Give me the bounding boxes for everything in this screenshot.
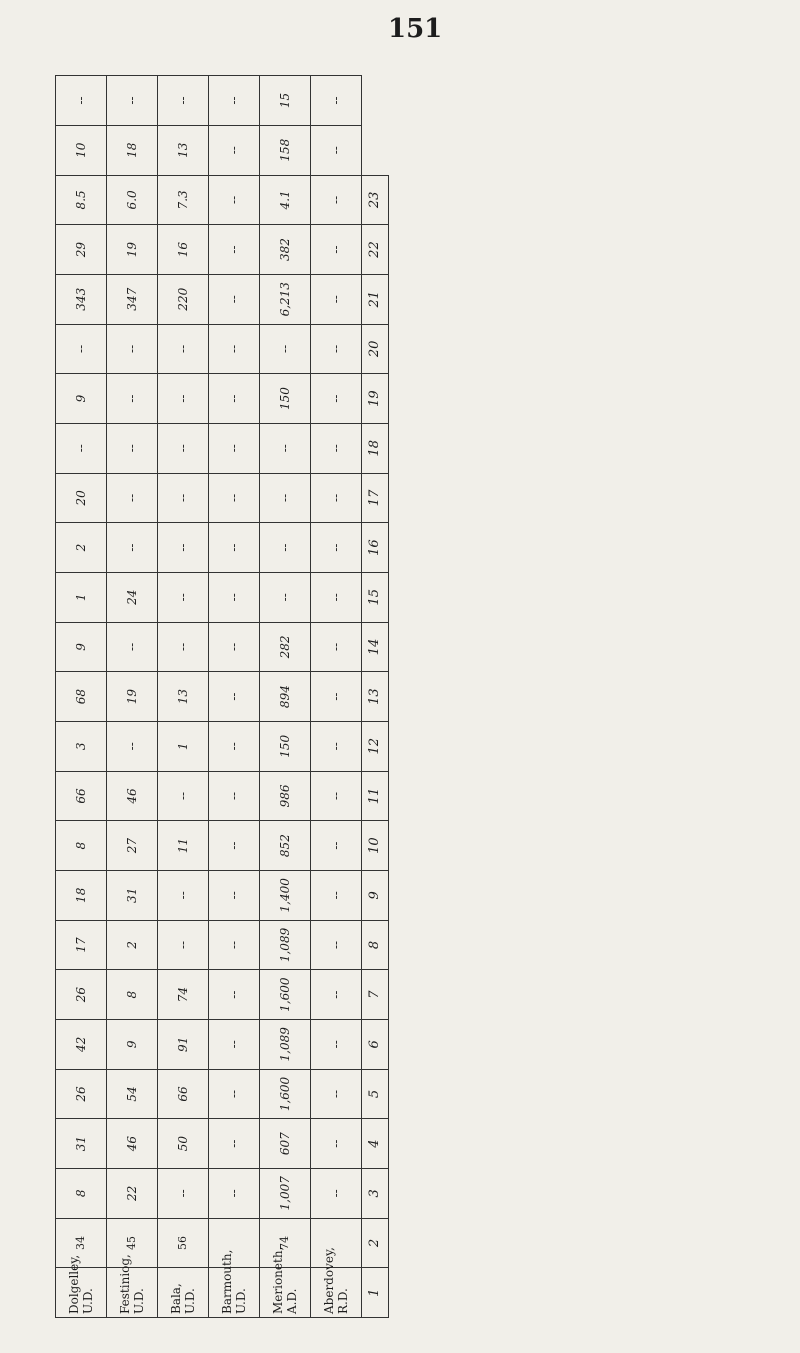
- value-cell: --: [311, 572, 362, 622]
- value-cell: 1,600: [260, 970, 311, 1020]
- value-cell: 6,213: [260, 274, 311, 324]
- value-cell: --: [158, 324, 209, 374]
- value-cell: 9: [56, 622, 107, 672]
- value-cell: --: [209, 1119, 260, 1169]
- value-cell: --: [209, 1069, 260, 1119]
- value-cell: --: [158, 423, 209, 473]
- value-cell: 19: [107, 225, 158, 275]
- value-cell: 46: [107, 771, 158, 821]
- value-cell: --: [209, 175, 260, 225]
- value-cell: --: [209, 324, 260, 374]
- value-cell: 220: [158, 274, 209, 324]
- value-cell: --: [158, 920, 209, 970]
- value-cell: 1,600: [260, 1069, 311, 1119]
- value-cell: --: [311, 1119, 362, 1169]
- column-number: 1: [362, 1268, 389, 1318]
- value-cell: --: [209, 920, 260, 970]
- value-cell: --: [209, 622, 260, 672]
- value-cell: --: [158, 622, 209, 672]
- value-cell: 2: [107, 920, 158, 970]
- value-cell: 20: [56, 473, 107, 523]
- value-cell: --: [209, 1168, 260, 1218]
- value-cell: --: [260, 473, 311, 523]
- value-cell: 18: [56, 870, 107, 920]
- value-cell: 74: [158, 970, 209, 1020]
- column-number: 21: [362, 274, 389, 324]
- district-name: Festiniog, U.D.: [107, 1268, 158, 1318]
- value-cell: --: [311, 970, 362, 1020]
- value-cell: 18: [107, 125, 158, 175]
- value-cell: 8: [56, 1168, 107, 1218]
- value-cell: 9: [107, 1019, 158, 1069]
- value-cell: 42: [56, 1019, 107, 1069]
- column-number: 14: [362, 622, 389, 672]
- column-number: 6: [362, 1019, 389, 1069]
- value-cell: 8: [107, 970, 158, 1020]
- value-cell: --: [260, 423, 311, 473]
- value-cell: 607: [260, 1119, 311, 1169]
- code-cell: 56: [158, 1218, 209, 1268]
- column-number: 7: [362, 970, 389, 1020]
- value-cell: --: [107, 622, 158, 672]
- value-cell: 150: [260, 721, 311, 771]
- value-cell: --: [158, 870, 209, 920]
- value-cell: --: [209, 374, 260, 424]
- value-cell: --: [56, 76, 107, 126]
- value-cell: --: [260, 523, 311, 573]
- value-cell: 66: [158, 1069, 209, 1119]
- value-cell: --: [311, 374, 362, 424]
- column-number: 2: [362, 1218, 389, 1268]
- value-cell: --: [158, 523, 209, 573]
- value-cell: --: [311, 870, 362, 920]
- column-number: 8: [362, 920, 389, 970]
- value-cell: 1,089: [260, 920, 311, 970]
- value-cell: --: [209, 523, 260, 573]
- value-cell: 8.5: [56, 175, 107, 225]
- column-number: 4: [362, 1119, 389, 1169]
- table-row: [311, 76, 362, 1318]
- value-cell: 16: [158, 225, 209, 275]
- value-cell: --: [311, 225, 362, 275]
- value-cell: --: [209, 721, 260, 771]
- district-name: Bala, U.D.: [158, 1268, 209, 1318]
- column-number: 13: [362, 672, 389, 722]
- value-cell: --: [56, 423, 107, 473]
- value-cell: --: [209, 821, 260, 871]
- value-cell: 343: [56, 274, 107, 324]
- value-cell: --: [311, 523, 362, 573]
- value-cell: --: [311, 771, 362, 821]
- value-cell: --: [107, 423, 158, 473]
- value-cell: 1,007: [260, 1168, 311, 1218]
- column-number: 15: [362, 572, 389, 622]
- value-cell: --: [107, 76, 158, 126]
- value-cell: 19: [107, 672, 158, 722]
- value-cell: 11: [158, 821, 209, 871]
- value-cell: 852: [260, 821, 311, 871]
- district-name: Dolgelley, U.D.: [56, 1268, 107, 1318]
- statistics-table: [55, 75, 389, 1318]
- column-number: 16: [362, 523, 389, 573]
- code-cell: [311, 1218, 362, 1268]
- value-cell: --: [209, 274, 260, 324]
- value-cell: --: [209, 970, 260, 1020]
- value-cell: --: [158, 473, 209, 523]
- value-cell: --: [311, 423, 362, 473]
- value-cell: --: [209, 125, 260, 175]
- value-cell: 3: [56, 721, 107, 771]
- value-cell: 894: [260, 672, 311, 722]
- value-cell: --: [107, 473, 158, 523]
- value-cell: 158: [260, 125, 311, 175]
- value-cell: --: [209, 1019, 260, 1069]
- column-number: 3: [362, 1168, 389, 1218]
- value-cell: 1,089: [260, 1019, 311, 1069]
- value-cell: 26: [56, 1069, 107, 1119]
- value-cell: 13: [158, 672, 209, 722]
- value-cell: 17: [56, 920, 107, 970]
- value-cell: --: [311, 1168, 362, 1218]
- value-cell: 282: [260, 622, 311, 672]
- value-cell: 24: [107, 572, 158, 622]
- value-cell: --: [107, 324, 158, 374]
- value-cell: --: [209, 473, 260, 523]
- value-cell: 50: [158, 1119, 209, 1169]
- column-number: 23: [362, 175, 389, 225]
- value-cell: --: [311, 920, 362, 970]
- value-cell: 26: [56, 970, 107, 1020]
- value-cell: 46: [107, 1119, 158, 1169]
- column-number: 11: [362, 771, 389, 821]
- value-cell: 22: [107, 1168, 158, 1218]
- value-cell: --: [158, 374, 209, 424]
- value-cell: --: [311, 274, 362, 324]
- column-number: 20: [362, 324, 389, 374]
- value-cell: --: [311, 324, 362, 374]
- value-cell: 91: [158, 1019, 209, 1069]
- column-number: 5: [362, 1069, 389, 1119]
- value-cell: --: [311, 1069, 362, 1119]
- value-cell: --: [311, 473, 362, 523]
- district-name: Merioneth, A.D.: [260, 1268, 311, 1318]
- value-cell: 54: [107, 1069, 158, 1119]
- value-cell: --: [260, 572, 311, 622]
- value-cell: --: [158, 1168, 209, 1218]
- value-cell: 986: [260, 771, 311, 821]
- value-cell: 13: [158, 125, 209, 175]
- value-cell: 347: [107, 274, 158, 324]
- value-cell: --: [158, 771, 209, 821]
- value-cell: --: [107, 523, 158, 573]
- value-cell: 31: [107, 870, 158, 920]
- code-cell: 45: [107, 1218, 158, 1268]
- value-cell: 7.3: [158, 175, 209, 225]
- code-cell: 74: [260, 1218, 311, 1268]
- value-cell: 1: [158, 721, 209, 771]
- value-cell: --: [311, 125, 362, 175]
- value-cell: --: [311, 721, 362, 771]
- value-cell: --: [107, 374, 158, 424]
- value-cell: 8: [56, 821, 107, 871]
- value-cell: --: [158, 572, 209, 622]
- value-cell: --: [107, 721, 158, 771]
- value-cell: --: [311, 1019, 362, 1069]
- value-cell: 1,400: [260, 870, 311, 920]
- value-cell: --: [56, 324, 107, 374]
- value-cell: --: [209, 870, 260, 920]
- value-cell: 150: [260, 374, 311, 424]
- value-cell: 1: [56, 572, 107, 622]
- value-cell: 15: [260, 76, 311, 126]
- table-row: [158, 76, 209, 1318]
- value-cell: --: [311, 622, 362, 672]
- value-cell: 9: [56, 374, 107, 424]
- code-cell: [209, 1218, 260, 1268]
- value-cell: 68: [56, 672, 107, 722]
- table-row: [260, 76, 311, 1318]
- value-cell: --: [209, 225, 260, 275]
- table-row: [209, 76, 260, 1318]
- value-cell: 2: [56, 523, 107, 573]
- value-cell: --: [209, 771, 260, 821]
- column-number: 12: [362, 721, 389, 771]
- table-row: [107, 76, 158, 1318]
- value-cell: 31: [56, 1119, 107, 1169]
- value-cell: --: [209, 672, 260, 722]
- value-cell: 382: [260, 225, 311, 275]
- value-cell: --: [311, 821, 362, 871]
- value-cell: --: [209, 423, 260, 473]
- rotated-table-wrapper: [55, 75, 790, 1318]
- column-number: 18: [362, 423, 389, 473]
- district-name: Aberdovey, R.D.: [311, 1268, 362, 1318]
- code-cell: 34: [56, 1218, 107, 1268]
- column-number: 17: [362, 473, 389, 523]
- value-cell: --: [158, 76, 209, 126]
- column-number: 9: [362, 870, 389, 920]
- column-number: 10: [362, 821, 389, 871]
- column-number: 19: [362, 374, 389, 424]
- value-cell: --: [311, 672, 362, 722]
- page-number: 151: [388, 14, 443, 44]
- district-name: Barmouth, U.D.: [209, 1268, 260, 1318]
- table-row: [56, 76, 107, 1318]
- value-cell: 66: [56, 771, 107, 821]
- column-number-row: [362, 76, 389, 1318]
- value-cell: 4.1: [260, 175, 311, 225]
- value-cell: --: [311, 76, 362, 126]
- value-cell: 27: [107, 821, 158, 871]
- value-cell: 29: [56, 225, 107, 275]
- value-cell: 10: [56, 125, 107, 175]
- value-cell: 6.0: [107, 175, 158, 225]
- value-cell: --: [260, 324, 311, 374]
- value-cell: --: [311, 175, 362, 225]
- value-cell: --: [209, 76, 260, 126]
- column-number: 22: [362, 225, 389, 275]
- value-cell: --: [209, 572, 260, 622]
